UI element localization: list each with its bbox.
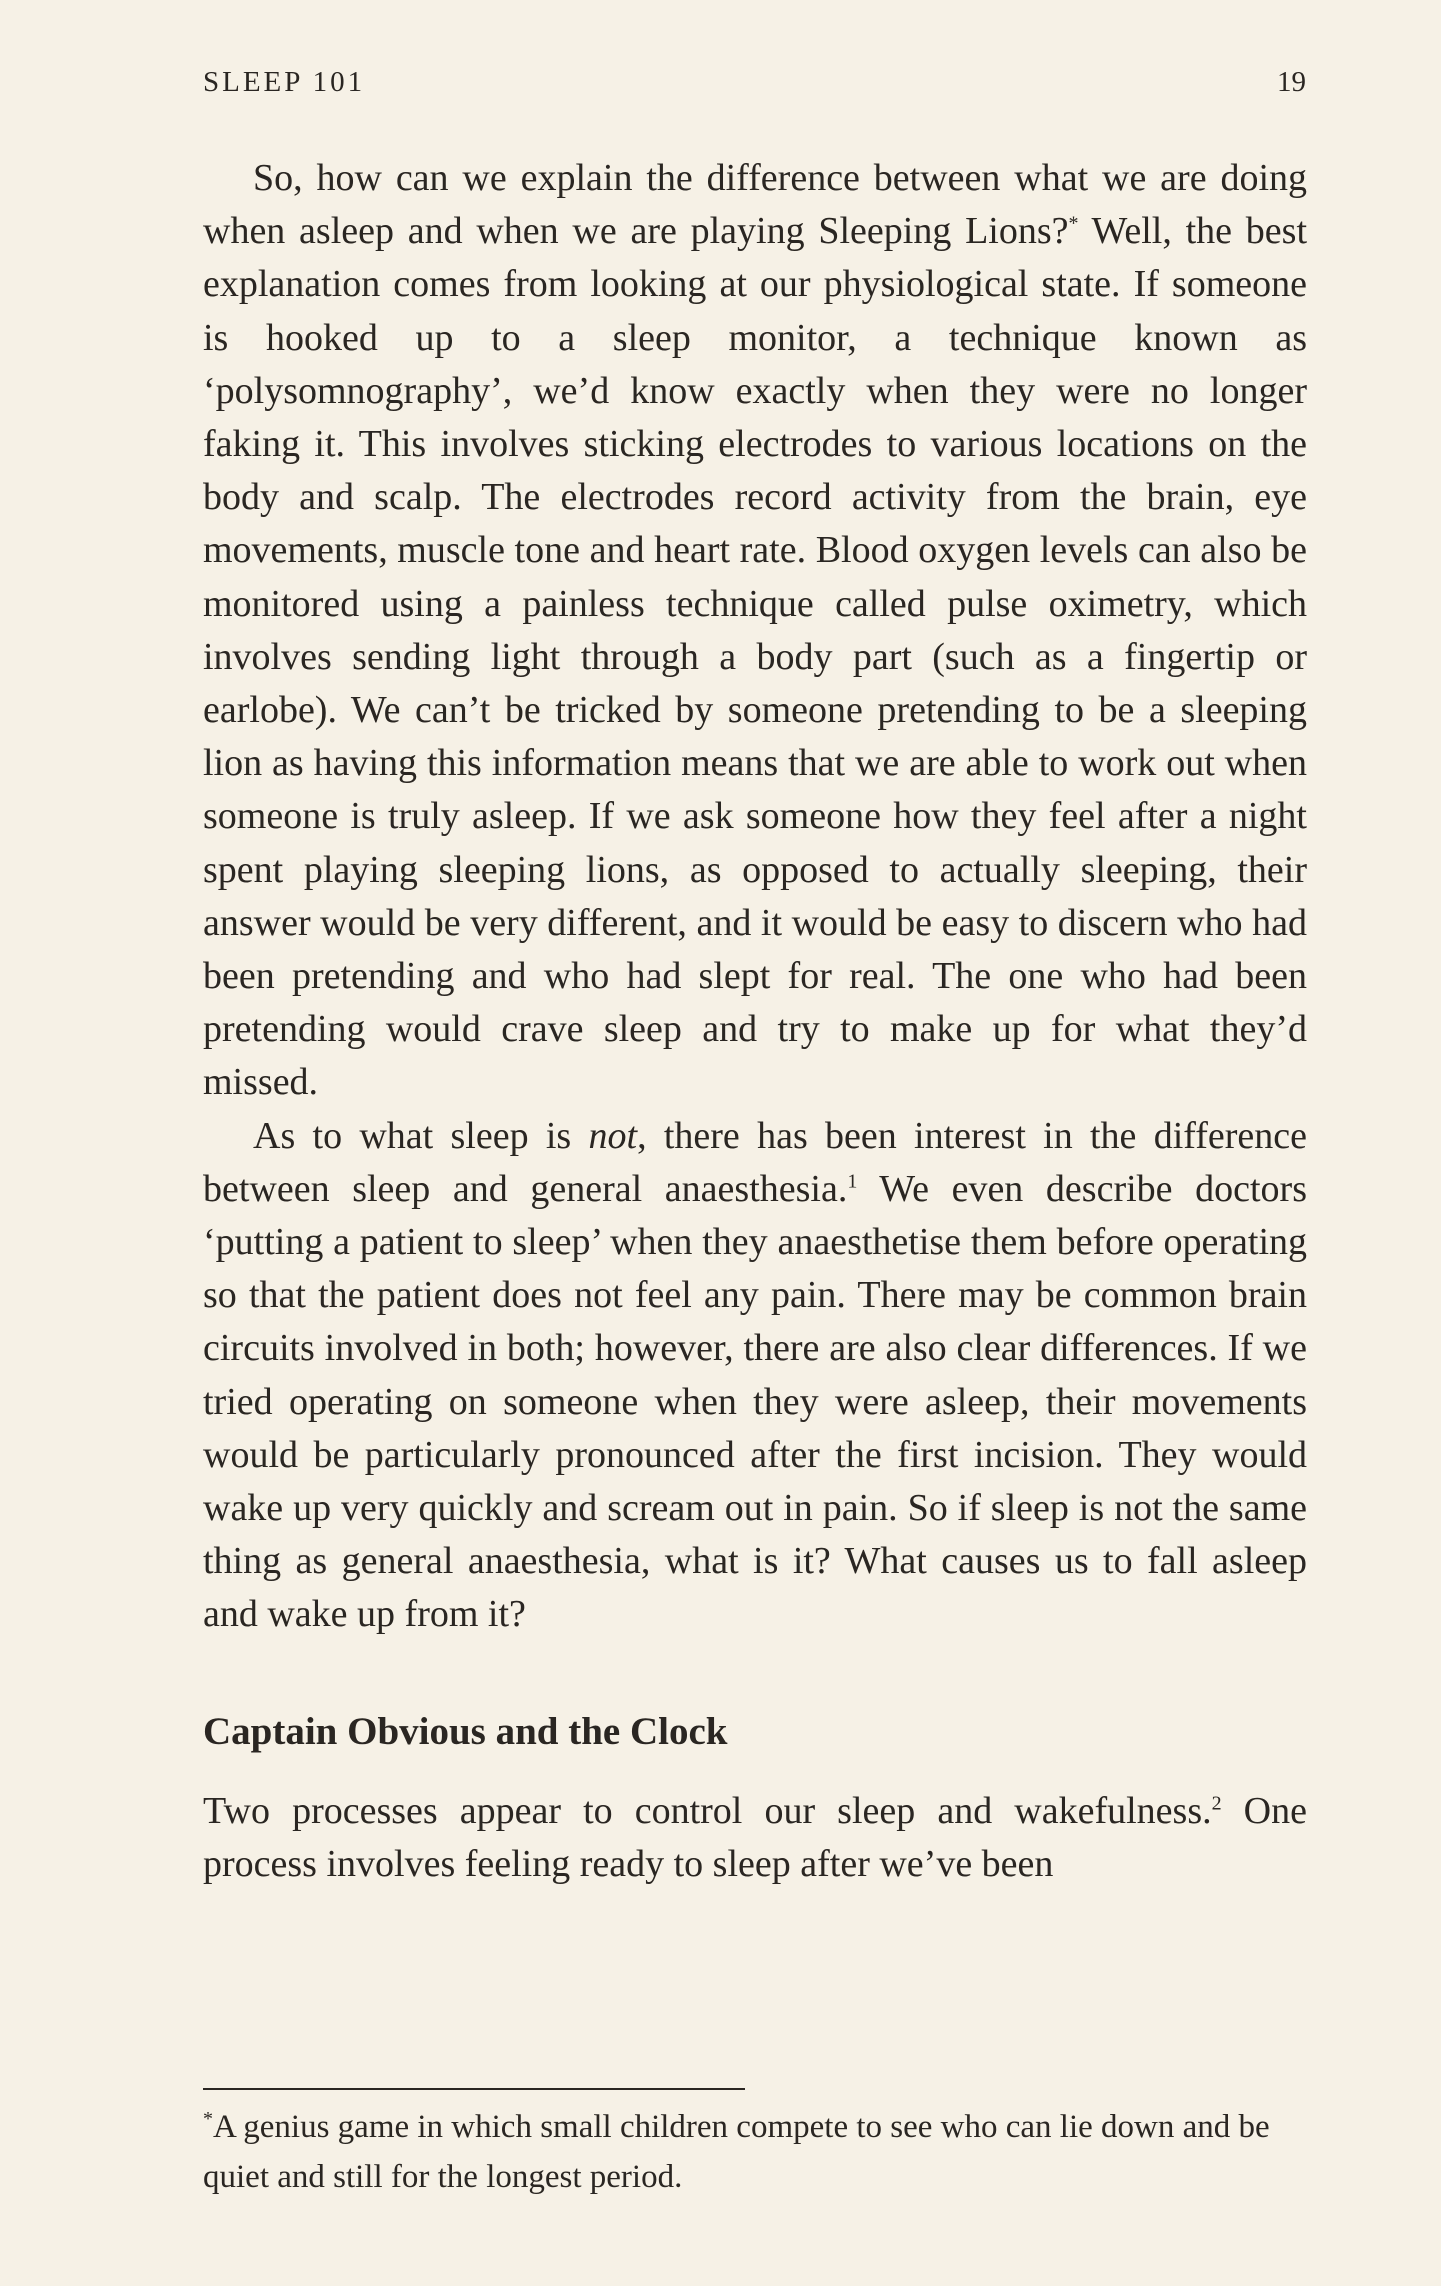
paragraph-1 (203, 152, 1307, 1110)
body-text (203, 152, 1307, 1891)
footnote-divider (203, 2088, 745, 2090)
paragraph-2-text: , there has been interest in the difference between sleep and general anaesthesia. (203, 1114, 1307, 1210)
endnote-ref-2: 2 (1211, 1792, 1222, 1815)
page-number: 19 (1277, 66, 1306, 98)
paragraph-1-text-cont: Well, the best explanation comes from looking at our physiological state. If someone is hooked up to a sleep monitor, a technique known as ‘polysomnography’, we’d know exactly when they were no longer faking it. This involves sticking electrodes to various locations on the body and scalp. The electrodes record activity from the brain, eye movements, muscle tone and heart rate. Blood oxygen levels can also be monitored using a painless technique called pulse oximetry, which involves sending light through a body part (such as a fingertip or earlobe). We can’t be tricked by someone pretending to be a sleeping lion as having this information means that we are able to work out when someone is truly asleep. If we ask someone how they feel after a night spent playing sleeping lions, as opposed to actually sleeping, their answer would be very different, and it would be easy to discern who had been pretending and who had slept for real. The one who had been pretending would crave sleep and try to make up for what they’d missed. (203, 210, 1307, 1104)
paragraph-2-text-cont: We even describe doctors ‘putting a patient to sleep’ when they anaesthetise them before operating so that the patient does not feel any pain. There may be common brain circuits involved in both; however, there are also clear differences. If we tried operating on someone when they were asleep, their movements would be particularly pronounced after the first incision. They would wake up very quickly and scream out in pain. So if sleep is not the same thing as general anaesthesia, what is it? What causes us to fall asleep and wake up from it? (203, 1167, 1307, 1636)
running-title: SLEEP 101 (203, 66, 366, 98)
footnote (203, 2102, 1307, 2202)
paragraph-3 (203, 1785, 1307, 1891)
running-head (203, 66, 1306, 106)
paragraph-2 (203, 1110, 1307, 1642)
paragraph-1-text: So, how can we explain the difference between what we are doing when asleep and when we are playing Sleeping Lions? (203, 157, 1307, 253)
paragraph-2-emphasis: not (588, 1114, 638, 1157)
section-heading: Captain Obvious and the Clock (203, 1709, 728, 1753)
endnote-ref-1: 1 (847, 1170, 858, 1193)
footnote-text: A genius game in which small children compete to see who can lie down and be quiet and still for the longest period. (203, 2109, 1270, 2195)
footnote-ref-asterisk: * (1068, 212, 1079, 235)
footnote-mark: * (203, 2108, 213, 2130)
paragraph-3-text: Two processes appear to control our sleep and wakefulness. (203, 1789, 1212, 1832)
paragraph-2-lead: As to what sleep is (253, 1114, 589, 1157)
paragraph-3-text-cont: One process involves feeling ready to sleep after we’ve been (203, 1789, 1307, 1885)
